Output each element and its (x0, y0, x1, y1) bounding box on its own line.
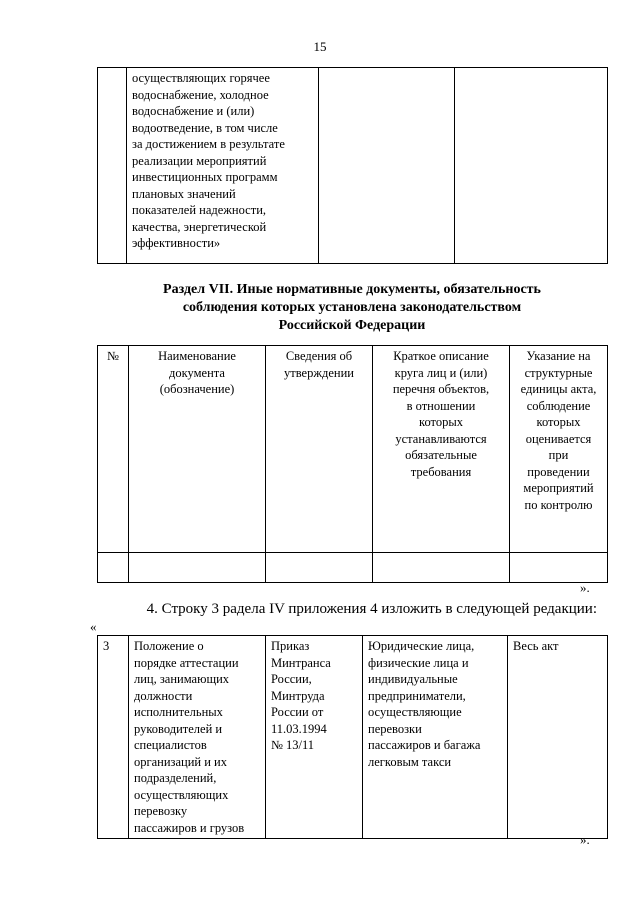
table-cell (510, 553, 608, 583)
table-cell (266, 553, 373, 583)
column-header-units: Указание на структурные единицы акта, соблюдение которых оценивается при проведении мероприятий по контролю (510, 346, 608, 553)
scope-description: Юридические лица, физические лица и индивидуальные предприниматели, осуществляющие перевозки пассажиров и багажа легковым такси (363, 636, 508, 839)
section-vii-table (97, 345, 608, 583)
table-row (98, 68, 608, 264)
table-row (98, 553, 608, 583)
table-header-row (98, 346, 608, 553)
document-name: Положение о порядке аттестации лиц, занимающих должности исполнительных руководителей и специалистов организаций и их подразделений, осуществляющих перевозку пассажиров и грузов (129, 636, 266, 839)
column-header-description: Краткое описание круга лиц и (или) перечня объектов, в отношении которых устанавливаются обязательные требования (373, 346, 510, 553)
structural-units: Весь акт (508, 636, 608, 839)
column-header-name: Наименование документа (обозначение) (129, 346, 266, 553)
table-cell (455, 68, 608, 264)
section-heading: Раздел VII. Иные нормативные документы, обязательность соблюдения которых установлена законодательством Российской Федерации (163, 282, 541, 333)
opening-quote: « (90, 619, 97, 634)
closing-quote: ». (580, 580, 590, 595)
table-cell (98, 553, 129, 583)
instruction-text: 4. Строку 3 радела IV приложения 4 изложить в следующей редакции: (146, 601, 597, 617)
column-header-number: № (98, 346, 129, 553)
table-cell (129, 553, 266, 583)
page-number: 15 (313, 39, 327, 54)
approval-info: Приказ Минтранса России, Минтруда России от 11.03.1994 № 13/11 (266, 636, 363, 839)
closing-quote: ». (580, 832, 590, 847)
continuation-table (97, 67, 608, 264)
table-row (98, 636, 608, 839)
table-cell (98, 68, 127, 264)
column-header-approval: Сведения об утверждении (266, 346, 373, 553)
table-cell-text: осуществляющих горячее водоснабжение, холодное водоснабжение и (или) водоотведение, в том числе за достижением в результате реализации мероприятий инвестиционных программ плановых значений показателей надежности, качества, энергетической эффективности» (127, 68, 319, 264)
table-cell (373, 553, 510, 583)
row-3-table (97, 635, 608, 839)
table-cell (319, 68, 455, 264)
row-number: 3 (98, 636, 129, 839)
